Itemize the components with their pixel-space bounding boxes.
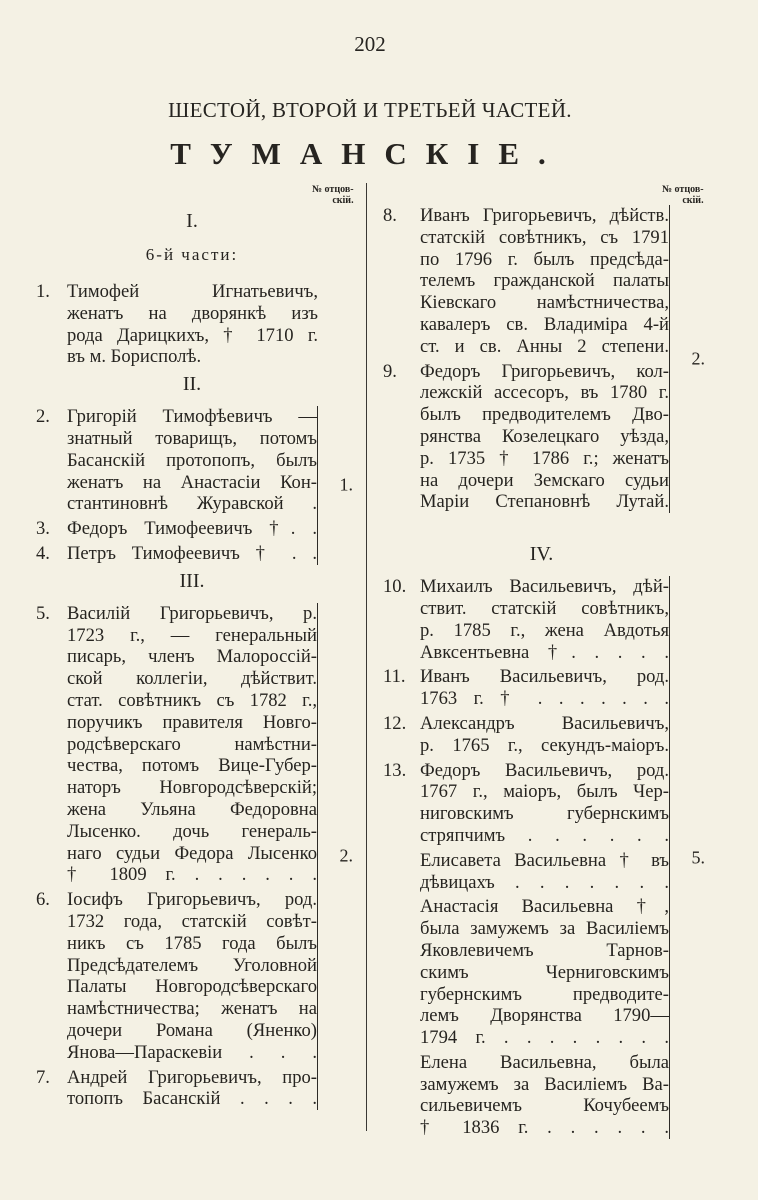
- entry-line: Іосифъ Григорьевичъ, род.: [67, 889, 317, 911]
- entry-line: скимъ Черниговскимъ: [420, 961, 669, 983]
- entry-line: намѣстничества; женатъ на: [67, 998, 317, 1020]
- entry-number: [383, 850, 420, 894]
- genealogy-entry: [36, 406, 317, 515]
- section-subheading: 6-й части:: [145, 245, 239, 264]
- entry-number: 8.: [383, 205, 397, 226]
- entry-number: 3.: [36, 518, 50, 540]
- genealogy-entry: [36, 1067, 317, 1111]
- entry-line: р. 1765 г., секундъ-маіоръ.: [420, 734, 669, 756]
- genealogy-entry: [383, 760, 669, 847]
- generation-heading: II.: [182, 373, 202, 396]
- entry-line: наго судьи Федора Лысенко: [67, 842, 317, 864]
- entry-line: рянства Козелецкаго уѣзда,: [420, 425, 669, 447]
- spacer: [383, 516, 670, 538]
- genealogy-entry: [36, 603, 317, 886]
- entry-line: Палаты Новгородсѣверскаго: [67, 976, 317, 998]
- entry-line: р. 1785 г., жена Авдотья: [420, 619, 669, 641]
- entry-line: Федоръ Васильевичъ, род.: [420, 759, 669, 781]
- genealogy-entry: [36, 281, 318, 368]
- entry-line: Михаилъ Васильевичъ, дѣй-: [420, 576, 669, 598]
- column-header-line: скій.: [682, 195, 704, 206]
- entry-number: 10.: [383, 576, 407, 598]
- entry-text: [67, 603, 317, 886]
- entry-line: Янова—Параскевіи . . .: [67, 1041, 317, 1063]
- entry-line: ской коллегіи, дѣйствит.: [67, 668, 317, 690]
- entry-line: † 1809 г. . . . . . .: [67, 864, 317, 886]
- entry-line: Иванъ Григорьевичъ, дѣйств.: [420, 205, 669, 226]
- entry-number: 11.: [383, 666, 406, 688]
- entry-number: 4.: [36, 542, 50, 564]
- entry-number: 9.: [383, 360, 397, 382]
- entry-line: женатъ на Анастасіи Кон-: [67, 471, 317, 493]
- entry-line: дочери Романа (Яненко): [67, 1019, 317, 1041]
- genealogy-entry: [383, 713, 669, 757]
- genealogy-entry: [36, 518, 317, 540]
- sibling-group-bracket: [383, 576, 705, 1139]
- entry-line: Иванъ Васильевичъ, род.: [420, 666, 669, 688]
- entry-number: 12.: [383, 712, 407, 734]
- entry-number: 6.: [36, 889, 50, 911]
- entry-text: [420, 850, 669, 894]
- column-header-line: № отцов-: [312, 184, 354, 195]
- entry-line: родсѣверскаго намѣстни-: [67, 733, 317, 755]
- entry-line: женатъ на дворянкѣ изъ: [67, 302, 318, 324]
- entry-line: рода Дарицкихъ, † 1710 г.: [67, 324, 318, 346]
- sibling-group-bracket: [36, 602, 353, 1110]
- entry-text: [420, 760, 669, 847]
- entry-text: [67, 518, 317, 540]
- entry-line: сильевичемъ Кочубеемъ: [420, 1095, 669, 1117]
- page-title: ШЕСТОЙ, ВТОРОЙ И ТРЕТЬЕЙ ЧАСТЕЙ.: [168, 98, 572, 122]
- entry-number: 2.: [36, 406, 50, 428]
- parent-number: 1.: [339, 474, 353, 495]
- entry-number: 13.: [383, 759, 407, 781]
- entry-line: губернскимъ предводите-: [420, 983, 669, 1005]
- entry-line: Кіевскаго намѣстничества,: [420, 292, 669, 314]
- entry-line: былъ предводителемъ Дво-: [420, 404, 669, 426]
- entry-line: Маріи Степановнѣ Лутай.: [420, 491, 669, 513]
- family-name-heading: ТУМАНСКІЕ.: [170, 136, 565, 171]
- entry-text: [420, 1052, 669, 1139]
- parent-number: 5.: [691, 847, 705, 868]
- entry-line: Андрей Григорьевичъ, про-: [67, 1066, 317, 1088]
- generation-heading: IV.: [529, 543, 554, 566]
- entry-line: Федоръ Григорьевичъ, кол-: [420, 360, 669, 382]
- entry-line: Василій Григорьевичъ, р.: [67, 602, 317, 624]
- entry-line: 1794 г. . . . . . . . .: [420, 1027, 669, 1049]
- entry-text: [420, 205, 669, 358]
- column-header-line: № отцов-: [662, 184, 704, 195]
- entry-line: ствит. статскій совѣтникъ,: [420, 597, 669, 619]
- entry-line: знатный товарищъ, потомъ: [67, 427, 317, 449]
- entry-line: лемъ Дворянства 1790—: [420, 1005, 669, 1027]
- page-number: 202: [354, 32, 386, 56]
- genealogy-entry: [383, 666, 669, 710]
- entry-line: Анастасія Васильевна †,: [420, 896, 669, 918]
- entry-line: 1767 г., маіоръ, былъ Чер-: [420, 781, 669, 803]
- parent-number: 2.: [339, 845, 353, 866]
- entry-line: телемъ гражданской палаты: [420, 270, 669, 292]
- entry-line: Елисавета Васильевна † въ: [420, 849, 669, 871]
- entry-line: была замужемъ за Василіемъ: [420, 918, 669, 940]
- entry-text: [67, 1067, 317, 1111]
- entry-line: на дочери Земскаго судьи: [420, 469, 669, 491]
- entry-line: † 1836 г. . . . . . .: [420, 1117, 669, 1139]
- entry-line: Григорій Тимофѣевичъ —: [67, 406, 317, 428]
- entry-line: стантиновнѣ Журавской .: [67, 493, 317, 515]
- entry-text: [67, 543, 317, 565]
- entry-line: дѣвицахъ . . . . . . .: [420, 871, 669, 893]
- entry-line: кавалеръ св. Владиміра 4-й: [420, 313, 669, 335]
- genealogy-entry: [383, 1052, 669, 1139]
- entry-line: ниговскимъ губернскимъ: [420, 803, 669, 825]
- entry-line: ст. и св. Анны 2 степени.: [420, 335, 669, 357]
- entry-line: лежскій ассесоръ, въ 1780 г.: [420, 382, 669, 404]
- entry-text: [420, 361, 669, 514]
- entry-line: жена Ульяна Федоровна: [67, 798, 317, 820]
- entry-line: Федоръ Тимофеевичъ †. .: [67, 518, 317, 540]
- entry-line: Тимофей Игнатьевичъ,: [67, 281, 318, 302]
- genealogy-entry: [383, 205, 669, 358]
- entry-number: 5.: [36, 602, 50, 624]
- entry-line: р. 1735 † 1786 г.; женатъ: [420, 447, 669, 469]
- genealogy-entry: [383, 361, 669, 514]
- genealogy-entry: [36, 543, 317, 565]
- right-column: [383, 205, 705, 1142]
- entry-line: чества, потомъ Вице-Губер-: [67, 755, 317, 777]
- parent-number: 2.: [691, 348, 705, 369]
- genealogy-entry: [383, 850, 669, 894]
- genealogy-entry: [383, 896, 669, 1049]
- entry-line: Александръ Васильевичъ,: [420, 712, 669, 734]
- column-header-line: скій.: [332, 195, 354, 206]
- entry-line: наторъ Новгородсѣверскій;: [67, 777, 317, 799]
- entry-text: [420, 713, 669, 757]
- entry-line: Лысенко. дочь генераль-: [67, 820, 317, 842]
- entry-line: Предсѣдателемъ Уголовной: [67, 954, 317, 976]
- entry-number: 1.: [36, 281, 50, 302]
- entry-line: 1723 г., — генеральный: [67, 624, 317, 646]
- entry-line: писарь, членъ Малороссій-: [67, 646, 317, 668]
- entry-line: поручикъ правителя Новго-: [67, 711, 317, 733]
- entry-text: [67, 889, 317, 1063]
- entry-line: въ м. Борисполѣ.: [67, 346, 202, 368]
- entry-line: по 1796 г. былъ предсѣда-: [420, 248, 669, 270]
- genealogy-entry: [36, 889, 317, 1063]
- column-header-right: [662, 184, 704, 206]
- entry-line: стряпчимъ . . . . . .: [420, 824, 669, 846]
- sibling-group-bracket: [383, 205, 705, 513]
- entry-number: 7.: [36, 1066, 50, 1088]
- entry-line: статскій совѣтникъ, съ 1791: [420, 226, 669, 248]
- entry-text: [67, 281, 318, 368]
- entry-line: 1732 года, статскій совѣт-: [67, 910, 317, 932]
- genealogy-entry: [383, 576, 669, 663]
- entry-number: [383, 896, 420, 1049]
- generation-heading: III.: [179, 569, 205, 592]
- generation-heading: I.: [186, 210, 198, 232]
- entry-line: стат. совѣтникъ съ 1782 г.,: [67, 689, 317, 711]
- entry-text: [420, 896, 669, 1049]
- entry-text: [67, 406, 317, 515]
- entry-line: замужемъ за Василіемъ Ва-: [420, 1073, 669, 1095]
- left-column: [36, 205, 353, 1113]
- entry-line: Петръ Тимофеевичъ † . .: [67, 542, 317, 564]
- column-divider: [366, 183, 367, 1131]
- entry-line: Елена Васильевна, была: [420, 1051, 669, 1073]
- column-header-left: [312, 184, 354, 206]
- entry-line: Авксентьевна †. . . . .: [420, 641, 669, 663]
- sibling-group-bracket: [36, 406, 353, 565]
- entry-number: [383, 1052, 420, 1139]
- entry-line: 1763 г. † . . . . . . .: [420, 688, 669, 710]
- entry-line: Басанскій протопопъ, былъ: [67, 449, 317, 471]
- entry-text: [420, 666, 669, 710]
- entry-line: Яковлевичемъ Тарнов-: [420, 939, 669, 961]
- entry-text: [420, 576, 669, 663]
- entry-line: никъ съ 1785 года былъ: [67, 932, 317, 954]
- entry-line: топопъ Басанскій . . . .: [67, 1088, 317, 1110]
